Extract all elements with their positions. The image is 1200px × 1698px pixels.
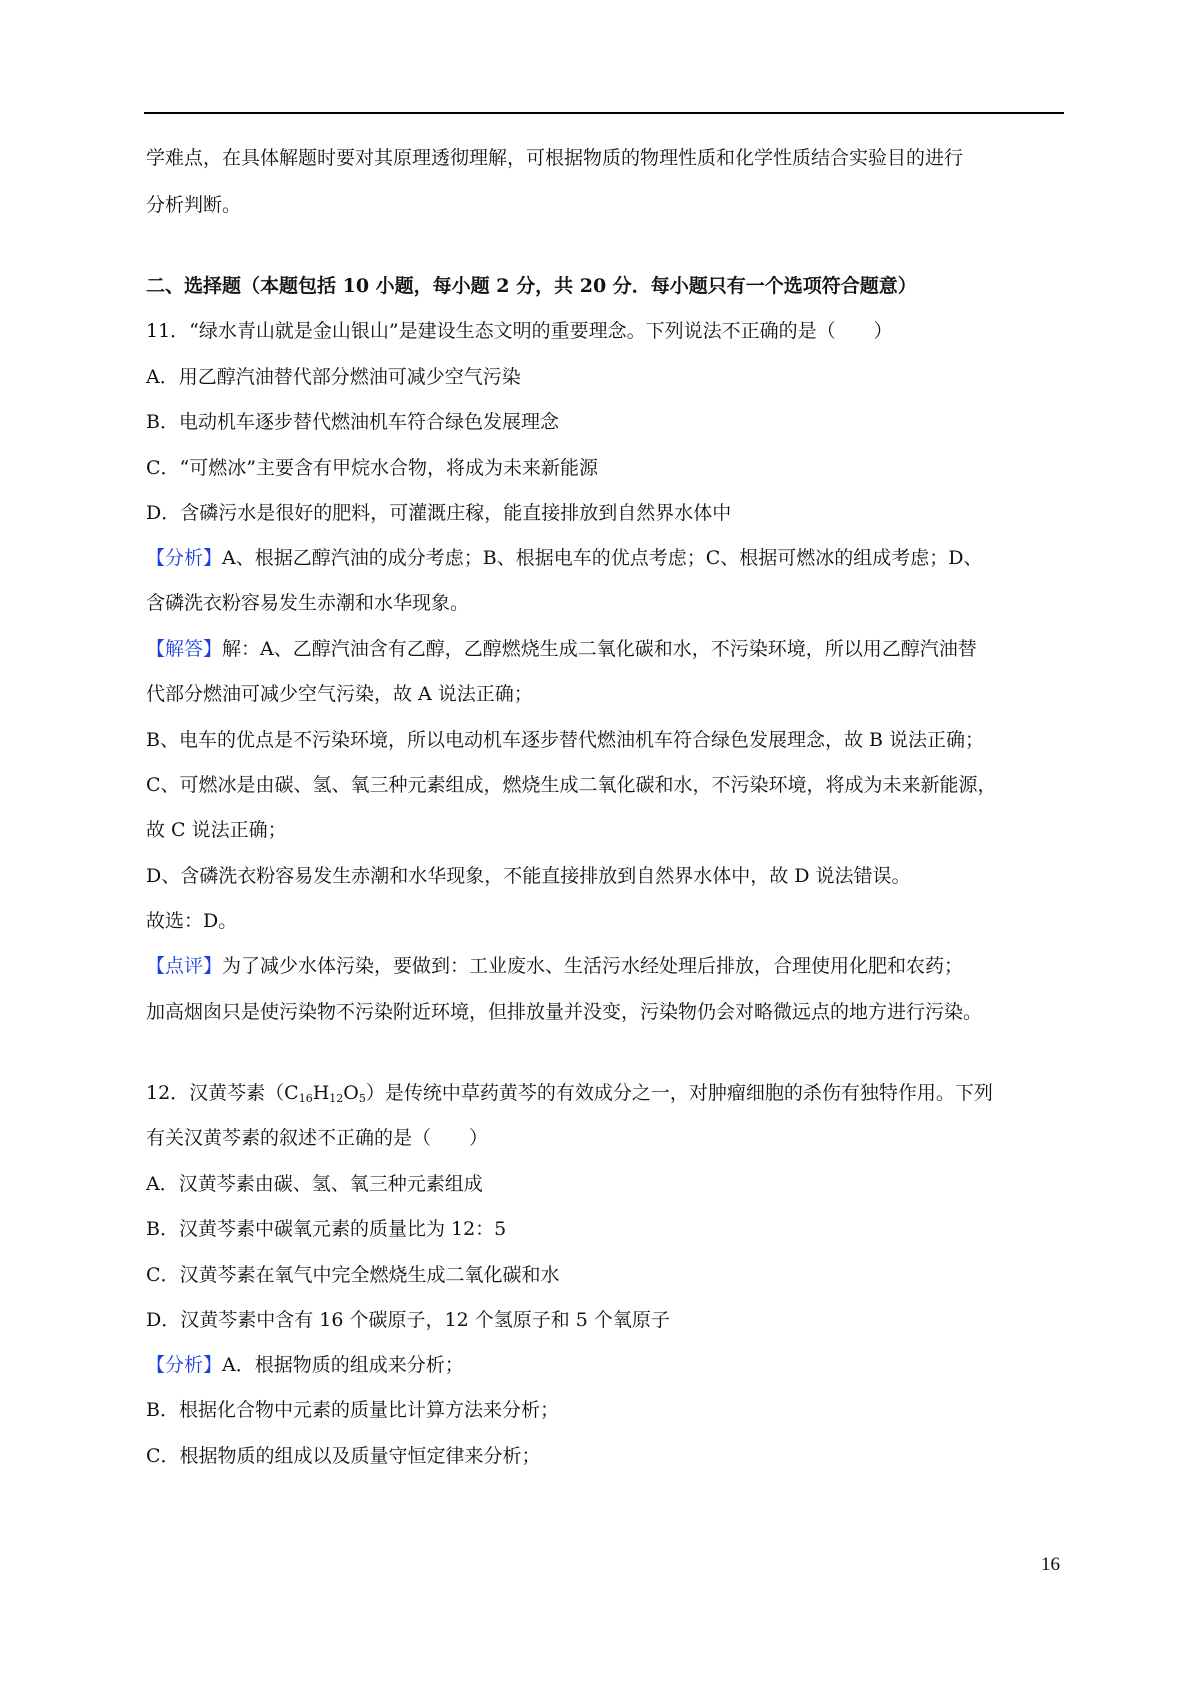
q12-sub-oxygen: 5 bbox=[358, 1092, 366, 1105]
q11-comment-line-1 bbox=[146, 953, 1066, 979]
q11-answer-line-1 bbox=[146, 636, 1066, 662]
q11-comment-line-2: 加高烟囱只是使污染物不污染附近环境，但排放量并没变，污染物仍会对略微远点的地方进行污染。 bbox=[146, 1001, 983, 1023]
q11-option-d: D．含磷污水是很好的肥料，可灌溉庄稼，能直接排放到自然界水体中 bbox=[146, 502, 732, 524]
q12-stem-post: ）是传统中草药黄芩的有效成分之一，对肿瘤细胞的杀伤有独特作用。下列 bbox=[365, 1082, 993, 1104]
analysis-tag: 【分析】 bbox=[146, 547, 223, 569]
q12-analysis-line-3: C．根据物质的组成以及质量守恒定律来分析； bbox=[146, 1445, 541, 1467]
q11-analysis-line-2: 含磷洗衣粉容易发生赤潮和水华现象。 bbox=[146, 592, 470, 614]
page-number: 16 bbox=[1041, 1554, 1060, 1575]
q11-answer-text: 解：A、乙醇汽油含有乙醇，乙醇燃烧生成二氧化碳和水，不污染环境，所以用乙醇汽油替 bbox=[222, 638, 977, 660]
q12-sub-hydrogen: 12 bbox=[329, 1092, 344, 1105]
analysis-tag: 【分析】 bbox=[146, 1354, 223, 1376]
comment-tag: 【点评】 bbox=[146, 955, 223, 977]
q12-analysis-line-1 bbox=[146, 1352, 1066, 1378]
q12-stem-line-2: 有关汉黄芩素的叙述不正确的是（ ） bbox=[146, 1127, 489, 1149]
q11-stem: 11．“绿水青山就是金山银山”是建设生态文明的重要理念。下列说法不正确的是（ ） bbox=[146, 320, 893, 342]
q11-option-a: A．用乙醇汽油替代部分燃油可减少空气污染 bbox=[146, 366, 521, 388]
q11-answer-line-3: B、电车的优点是不污染环境，所以电动机车逐步替代燃油机车符合绿色发展理念，故 B 说法正确； bbox=[146, 729, 985, 751]
section-heading: 二、选择题（本题包括 10 小题，每小题 2 分，共 20 分．每小题只有一个选项符合题意） bbox=[146, 275, 917, 297]
q12-stem-h: H bbox=[312, 1082, 330, 1104]
q12-stem-line-1 bbox=[146, 1080, 1066, 1112]
q11-answer-line-6: D、含磷洗衣粉容易发生赤潮和水华现象，不能直接排放到自然界水体中，故 D 说法错误。 bbox=[146, 865, 911, 887]
header-rule bbox=[144, 112, 1064, 114]
q11-answer-line-7: 故选：D。 bbox=[146, 910, 238, 932]
q11-analysis-text: A、根据乙醇汽油的成分考虑；B、根据电车的优点考虑；C、根据可燃冰的组成考虑；D、 bbox=[222, 547, 983, 569]
q12-stem-pre: 12．汉黄芩素（C bbox=[146, 1082, 299, 1104]
q11-analysis-line-1 bbox=[146, 545, 1066, 571]
q12-option-a: A．汉黄芩素由碳、氢、氧三种元素组成 bbox=[146, 1173, 483, 1195]
q12-analysis-text: A．根据物质的组成来分析； bbox=[222, 1354, 464, 1376]
q11-answer-line-4: C、可燃冰是由碳、氢、氧三种元素组成，燃烧生成二氧化碳和水，不污染环境，将成为未来新能源， bbox=[146, 774, 997, 796]
intro-line-1: 学难点，在具体解题时要对其原理透彻理解，可根据物质的物理性质和化学性质结合实验目的进行 bbox=[146, 147, 964, 169]
q11-comment-text: 为了减少水体污染，要做到：工业废水、生活污水经处理后排放，合理使用化肥和农药； bbox=[222, 955, 964, 977]
intro-line-2: 分析判断。 bbox=[146, 194, 242, 216]
q11-option-c: C．“可燃冰”主要含有甲烷水合物，将成为未来新能源 bbox=[146, 457, 598, 479]
q12-analysis-line-2: B．根据化合物中元素的质量比计算方法来分析； bbox=[146, 1399, 559, 1421]
q12-sub-carbon: 16 bbox=[298, 1092, 313, 1105]
q12-stem-o: O bbox=[343, 1082, 359, 1104]
answer-tag: 【解答】 bbox=[146, 638, 223, 660]
q12-option-b: B．汉黄芩素中碳氧元素的质量比为 12：5 bbox=[146, 1218, 507, 1240]
q11-option-b: B．电动机车逐步替代燃油机车符合绿色发展理念 bbox=[146, 411, 559, 433]
q12-option-d: D．汉黄芩素中含有 16 个碳原子，12 个氢原子和 5 个氧原子 bbox=[146, 1309, 670, 1331]
q12-option-c: C．汉黄芩素在氧气中完全燃烧生成二氧化碳和水 bbox=[146, 1264, 560, 1286]
q11-answer-line-2: 代部分燃油可减少空气污染，故 A 说法正确； bbox=[146, 683, 533, 705]
q11-answer-line-5: 故 C 说法正确； bbox=[146, 819, 287, 841]
